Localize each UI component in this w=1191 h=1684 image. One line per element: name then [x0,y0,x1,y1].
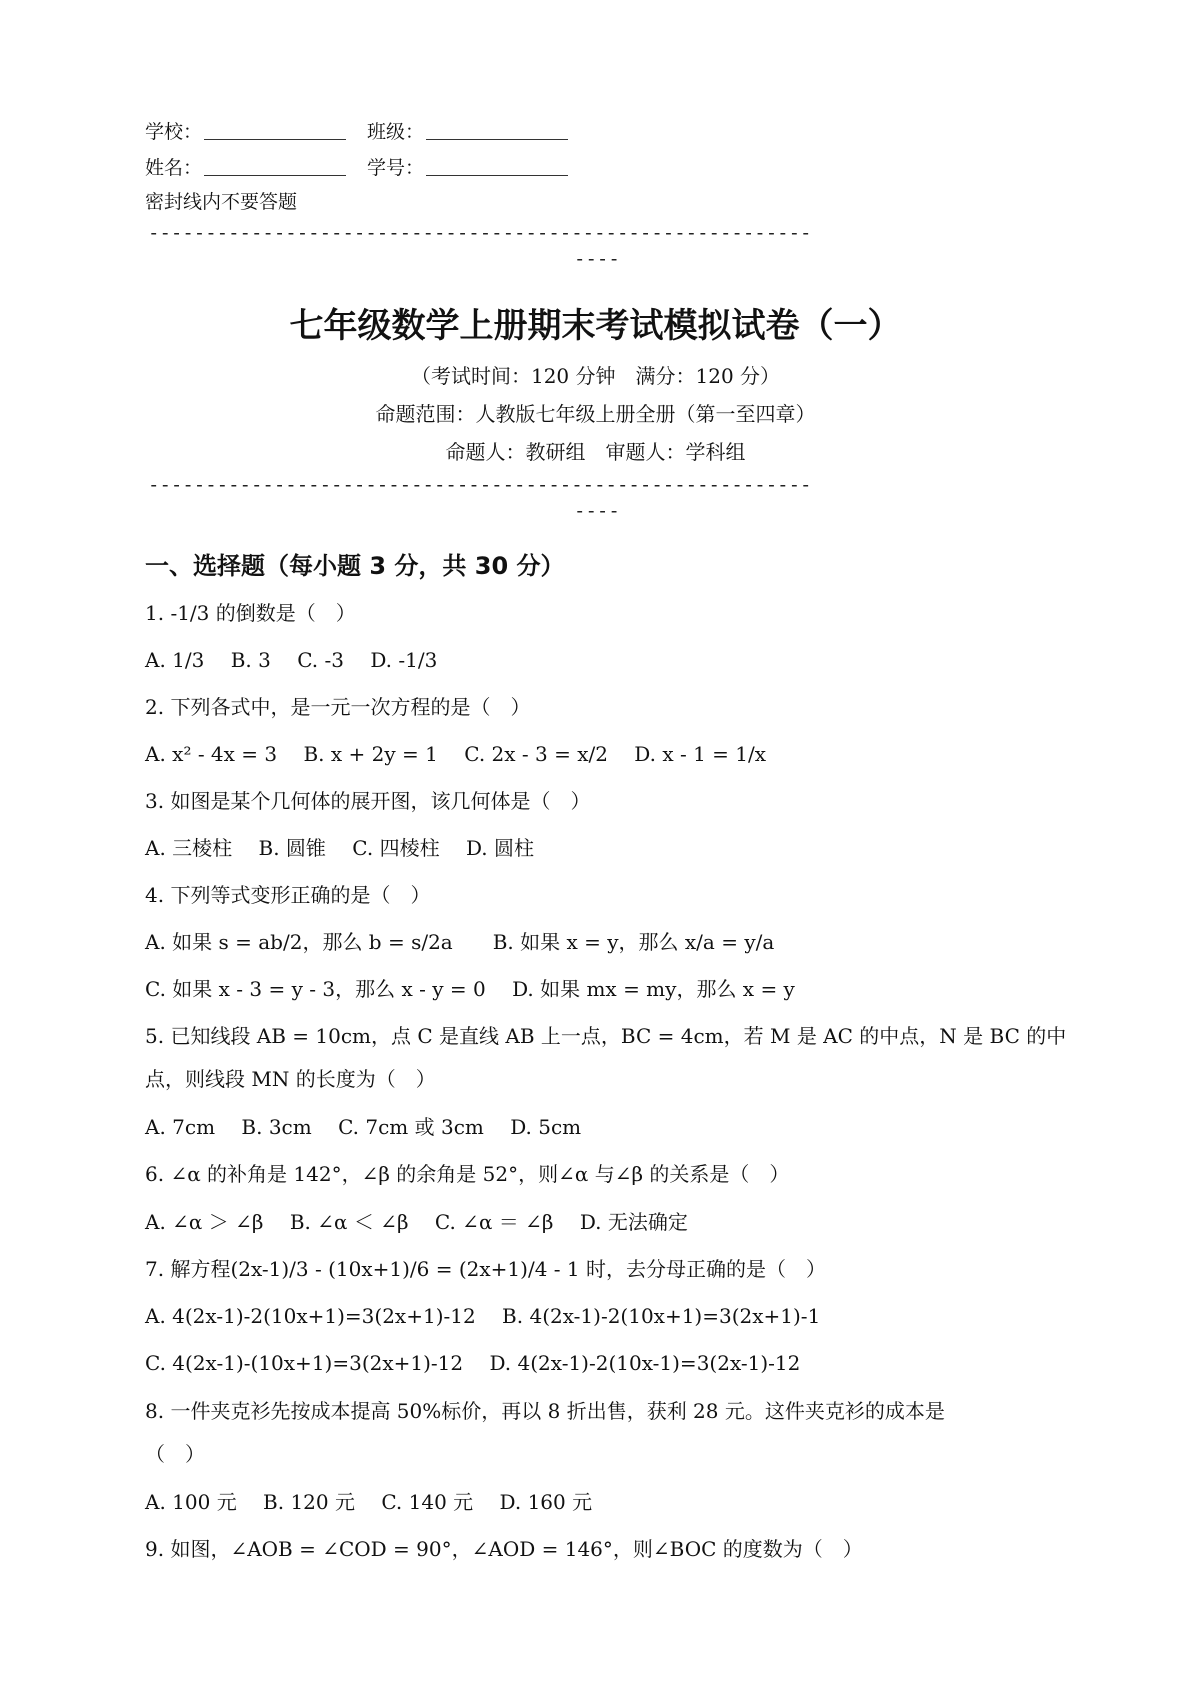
question-line: 2. 下列各式中，是一元一次方程的是（ ） [145,695,531,719]
option-line: C. 4(2x-1)-(10x+1)=3(2x+1)-12 D. 4(2x-1)-2(10x-1)=3(2x-1)-12 [145,1351,801,1375]
class-field [367,117,568,144]
section-heading: 一、选择题（每小题 3 分，共 30 分） [145,552,565,580]
question-line: 点，则线段 MN 的长度为（ ） [145,1067,436,1091]
question-line: 9. 如图，∠AOB = ∠COD = 90°，∠AOD = 146°，则∠BOC 的度数为（ ） [145,1537,863,1561]
seal-note: 密封线内不要答题 [145,191,298,213]
name-blank[interactable] [204,159,346,176]
exam-authors: 命题人：教研组 审题人：学科组 [445,440,746,464]
exam-title: 七年级数学上册期末考试模拟试卷（一） [289,306,902,346]
option-line: A. 1/3 B. 3 C. -3 D. -1/3 [145,648,438,672]
class-label: 班级： [367,121,425,143]
name-field [145,153,346,180]
exam-scope: 命题范围：人教版七年级上册全册（第一至四章） [375,402,816,426]
divider-dash-line: ---------------------------------------------------------- [148,474,812,496]
question-line: 6. ∠α 的补角是 142°，∠β 的余角是 52°，则∠α 与∠β 的关系是（ ） [145,1162,790,1186]
class-blank[interactable] [426,123,568,140]
option-line: A. ∠α ＞ ∠β B. ∠α ＜ ∠β C. ∠α ＝ ∠β D. 无法确定 [145,1210,688,1234]
option-line: C. 如果 x - 3 = y - 3，那么 x - y = 0 D. 如果 mx = my，那么 x = y [145,977,795,1001]
option-line: A. 7cm B. 3cm C. 7cm 或 3cm D. 5cm [145,1115,582,1139]
id-blank[interactable] [426,159,568,176]
question-line: 4. 下列等式变形正确的是（ ） [145,883,431,907]
seal-dash-line-end: ---- [574,248,620,270]
option-line: A. 4(2x-1)-2(10x+1)=3(2x+1)-12 B. 4(2x-1)-2(10x+1)=3(2x+1)-1 [145,1304,821,1328]
school-blank[interactable] [204,123,346,140]
exam-time: （考试时间：120 分钟 满分：120 分） [410,364,781,388]
option-line: A. 如果 s = ab/2，那么 b = s/2a B. 如果 x = y，那么 x/a = y/a [145,930,775,954]
question-line: 1. -1/3 的倒数是（ ） [145,601,356,625]
school-label: 学校： [145,121,203,143]
school-field [145,117,346,144]
option-line: A. 100 元 B. 120 元 C. 140 元 D. 160 元 [145,1490,593,1514]
id-field [367,153,568,180]
seal-dash-line: ---------------------------------------------------------- [148,222,812,244]
name-label: 姓名： [145,157,203,179]
option-line: A. x² - 4x = 3 B. x + 2y = 1 C. 2x - 3 = x/2 D. x - 1 = 1/x [145,742,767,766]
question-line: （ ） [145,1442,205,1466]
question-line: 3. 如图是某个几何体的展开图，该几何体是（ ） [145,789,591,813]
option-line: A. 三棱柱 B. 圆锥 C. 四棱柱 D. 圆柱 [145,836,534,860]
question-line: 5. 已知线段 AB = 10cm，点 C 是直线 AB 上一点，BC = 4cm，若 M 是 AC 的中点，N 是 BC 的中 [145,1024,1067,1048]
question-line: 8. 一件夹克衫先按成本提高 50%标价，再以 8 折出售，获利 28 元。这件夹克衫的成本是 [145,1399,945,1423]
id-label: 学号： [367,157,425,179]
question-line: 7. 解方程(2x-1)/3 - (10x+1)/6 = (2x+1)/4 - 1 时，去分母正确的是（ ） [145,1257,826,1281]
divider-dash-line-end: ---- [574,500,620,522]
